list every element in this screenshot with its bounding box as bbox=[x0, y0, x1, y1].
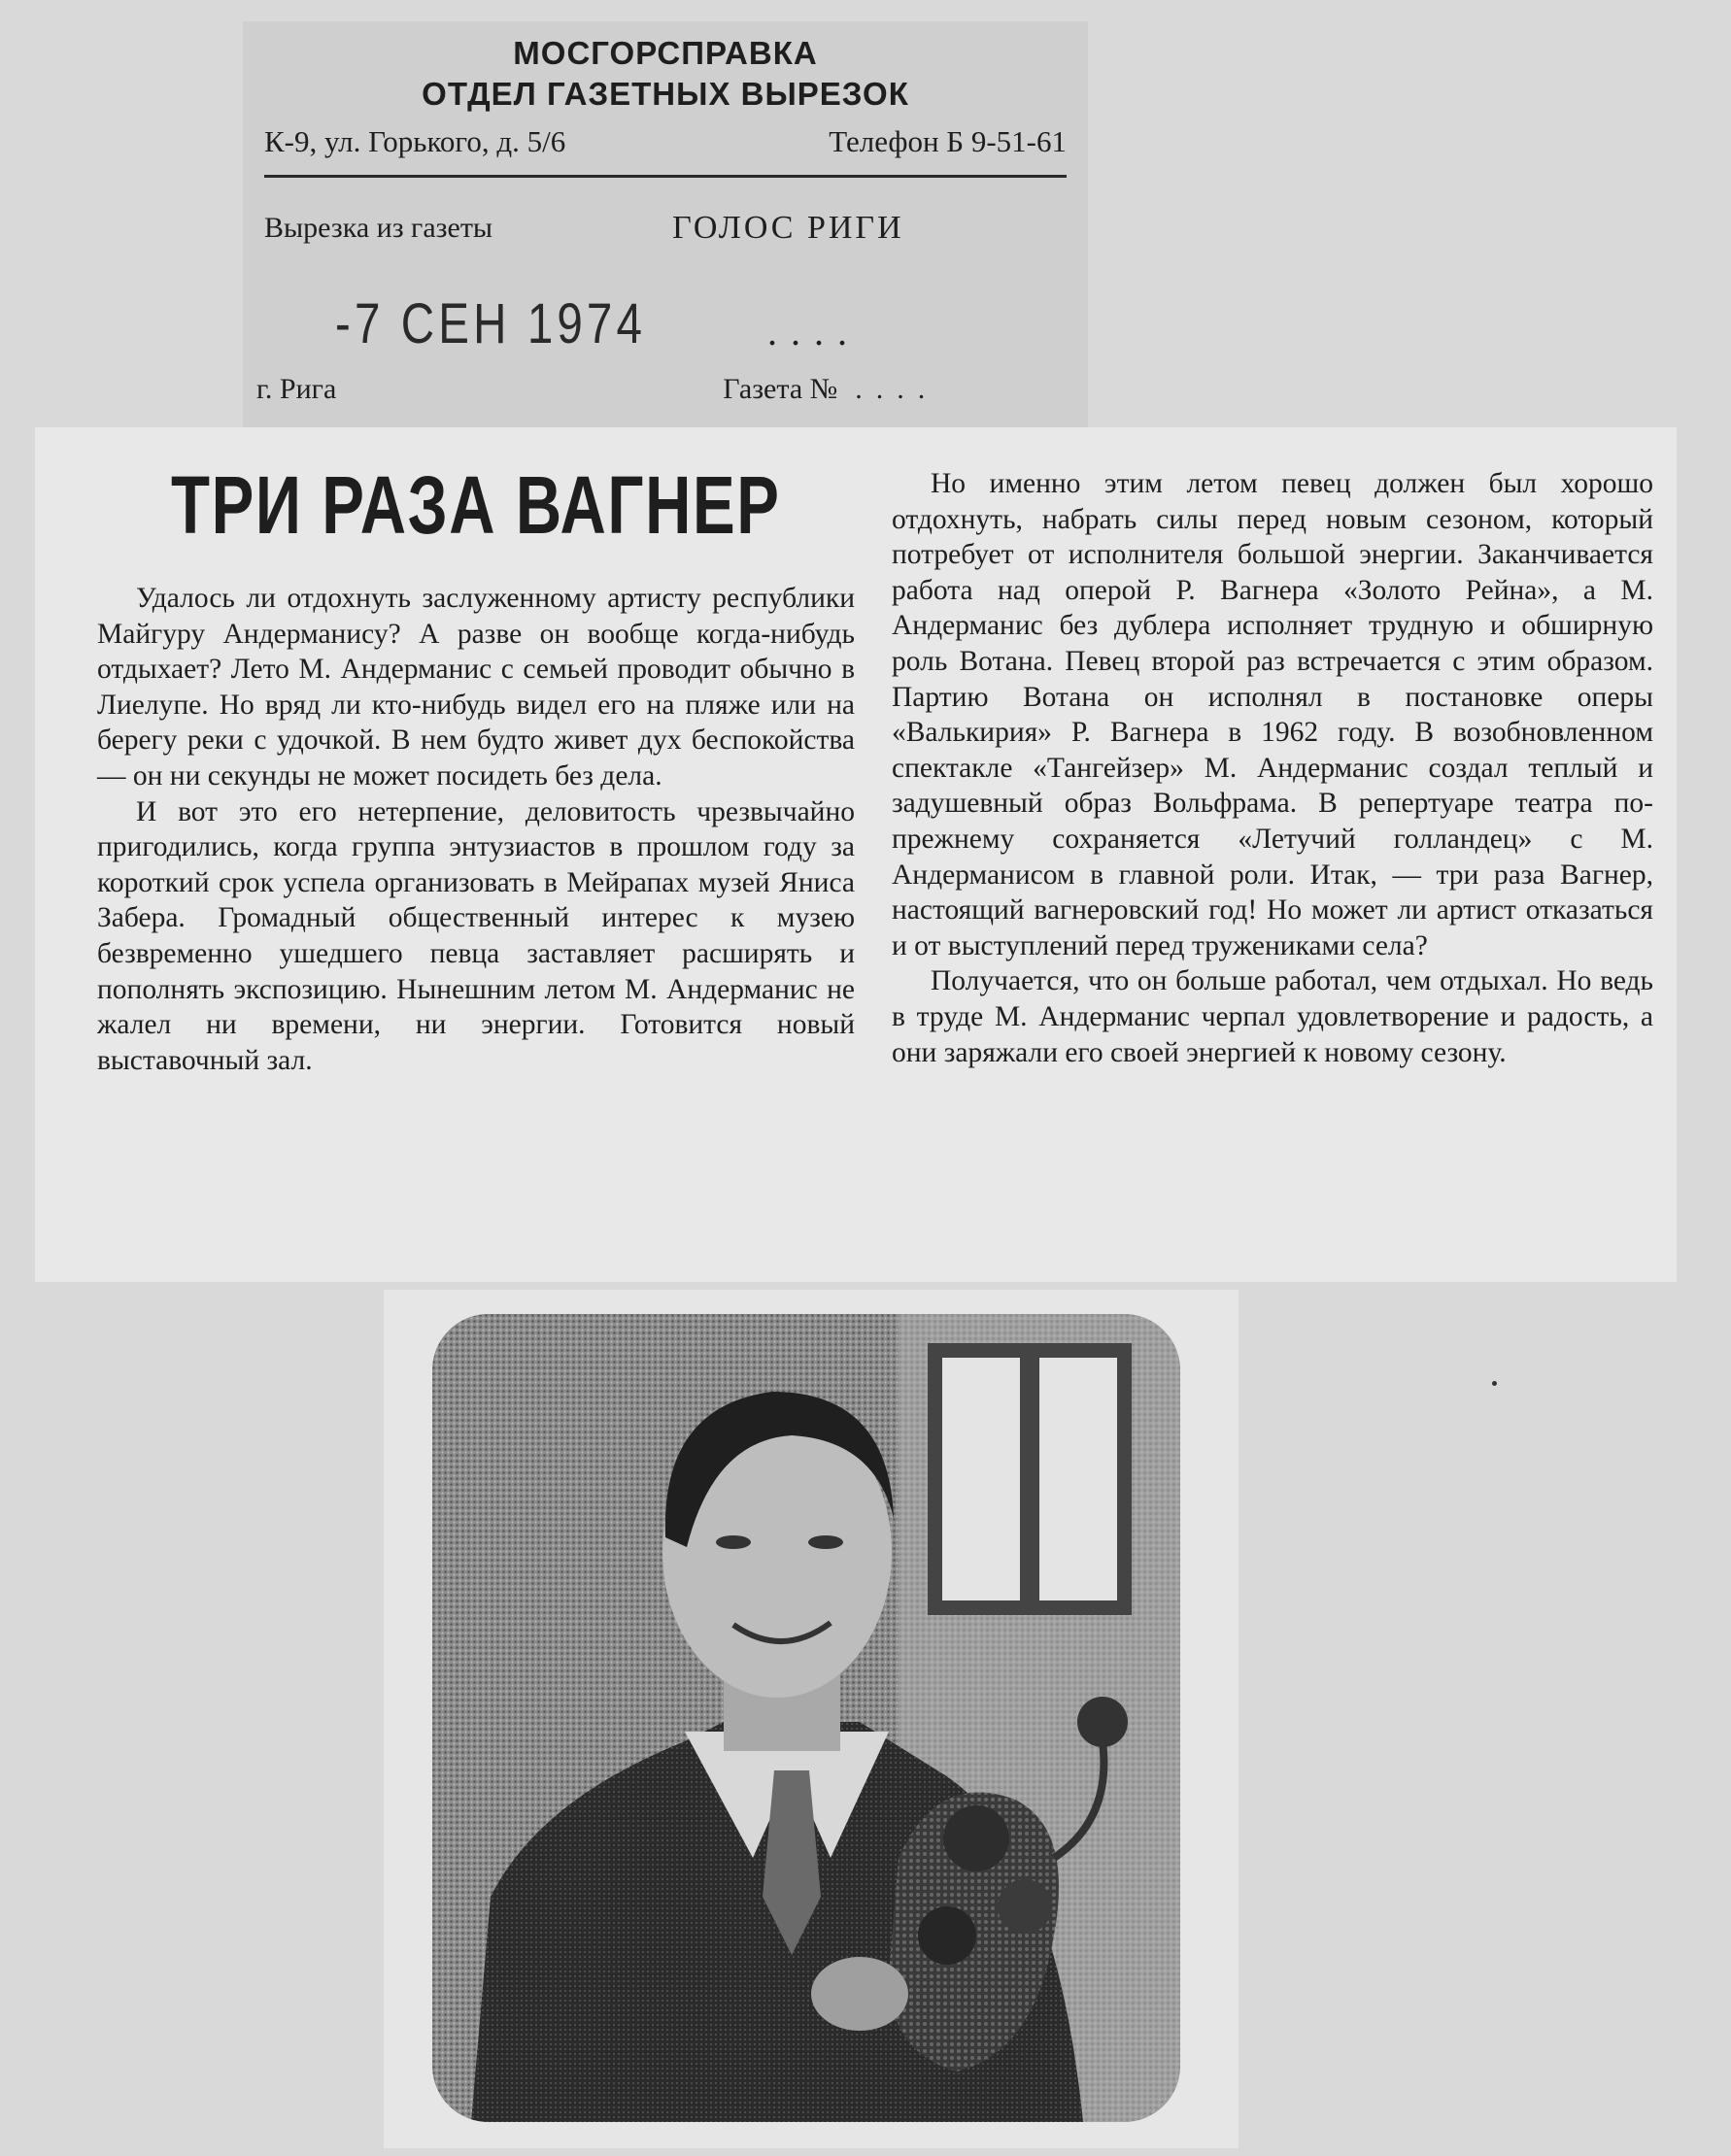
city-text: г. Рига bbox=[256, 373, 337, 405]
dust-speck bbox=[1492, 1381, 1497, 1386]
date-stamp: -7 СЕН 1974 bbox=[335, 292, 647, 355]
label-divider bbox=[264, 175, 1067, 178]
article-paragraph: Получается, что он больше работал, чем отдыхал. Но ведь в труде М. Андерманис черпал удовлетворение и радость, а они заряжали его своей энергией к новому сезону. bbox=[892, 965, 1653, 1068]
article-left-column bbox=[97, 581, 855, 1078]
address-row bbox=[264, 122, 1067, 161]
clipping-label bbox=[243, 21, 1088, 429]
article-paragraph: Удалось ли отдохнуть заслуженному артисту республики Майгуру Андерманису? А разве он вообще когда-нибудь отдыхает? Лето М. Андерманис с семьей проводит обычно в Лиелупе. Но вряд ли кто-нибудь видел его на пляже или на берегу реки с удочкой. В нем будто живет дух беспокойства — он ни секунды не может посидеть без дела. bbox=[97, 583, 855, 792]
clip-from-text: Вырезка из газеты bbox=[264, 212, 493, 244]
newspaper-name: ГОЛОС РИГИ bbox=[672, 210, 904, 246]
article-paragraph: Но именно этим летом певец должен был хорошо отдохнуть, набрать силы перед новым сезоном, который потребует от исполнителя большой энергии. Заканчивается работа над оперой Р. Вагнера «Золото Рейна», а М. Андерманис без дублера исполняет трудную и обширную роль Вотана. Певец второй раз встречается с этим образом. Партию Вотана он исполнял в постановке оперы «Валькирия» Р. Вагнера в 1962 году. В возобновленном спектакле «Тангейзер» М. Андерманис создал теплый и задушевный образ Вольфрама. В репертуаре театра по-прежнему сохраняется «Летучий голландец» с М. Андерманисом в главной роли. Итак, — три раза Вагнер, настоящий вагнеровский год! Но может ли артист отказаться и от выступлений перед тружениками села? bbox=[892, 468, 1653, 961]
article-headline: ТРИ РАЗА ВАГНЕР bbox=[171, 459, 781, 551]
department-name: ОТДЕЛ ГАЗЕТНЫХ ВЫРЕЗОК bbox=[422, 76, 909, 112]
gazeta-number-dots: .... bbox=[855, 373, 939, 405]
organization-name: МОСГОРСПРАВКА bbox=[513, 35, 818, 71]
portrait-photo bbox=[432, 1314, 1180, 2122]
label-bottom-row bbox=[256, 373, 1072, 406]
address-text: К-9, ул. Горького, д. 5/6 bbox=[264, 124, 566, 158]
phone-text: Телефон Б 9-51-61 bbox=[829, 124, 1067, 158]
clip-source-row bbox=[264, 209, 1067, 248]
article-clipping bbox=[35, 427, 1677, 1282]
article-paragraph: И вот это его нетерпение, деловитость чрезвычайно пригодились, когда группа энтузиастов в прошлом году за короткий срок успела организовать в Мейрапах музей Яниса Забера. Громадный общественный интерес к музею безвременно ушедшего певца заставляет расширять и пополнять экспозицию. Нынешним летом М. Андерманис не жалел ни времени, ни энергии. Готовится новый выставочный зал. bbox=[97, 795, 855, 1076]
stamp-dots: .... bbox=[767, 310, 861, 354]
gazeta-number-label: Газета № bbox=[723, 373, 838, 405]
portrait-illustration bbox=[432, 1314, 1180, 2122]
photo-clipping bbox=[384, 1290, 1239, 2148]
article-right-column bbox=[892, 466, 1653, 1070]
